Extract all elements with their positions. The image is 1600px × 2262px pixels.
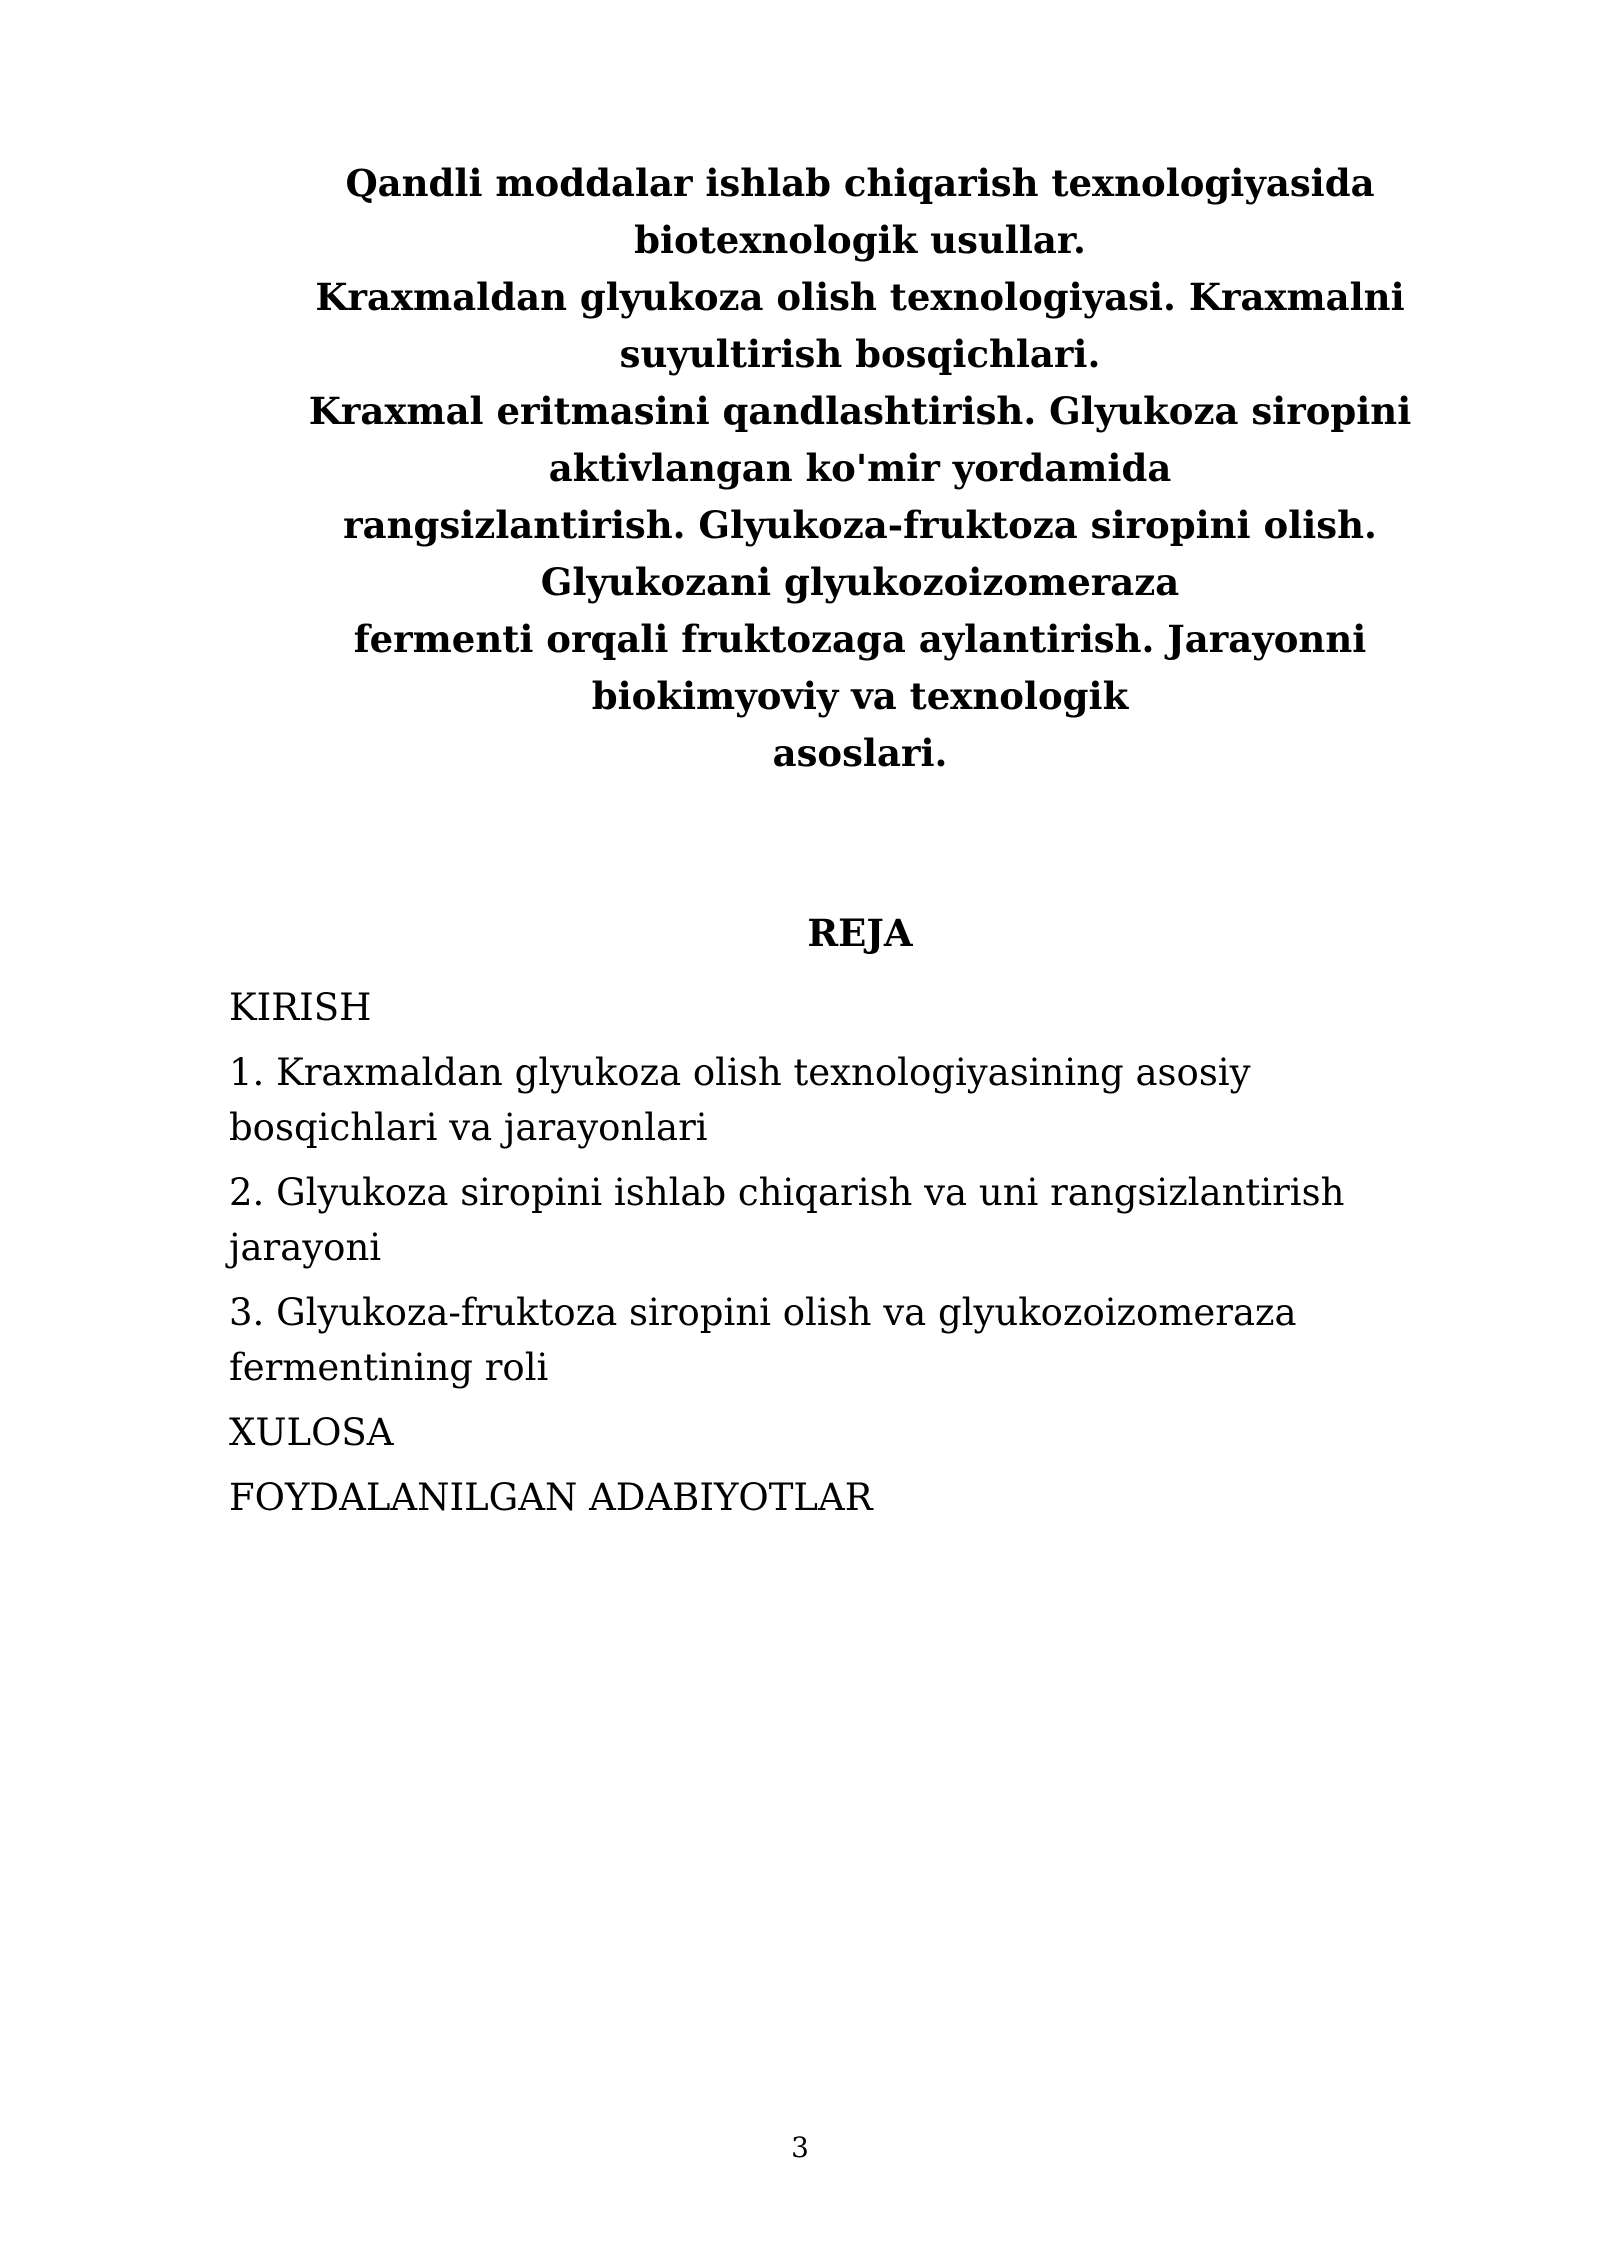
document-title — [260, 155, 1460, 782]
title-line: aktivlangan ko'mir yordamida — [548, 446, 1172, 490]
title-line: Glyukozani glyukozoizomeraza — [540, 560, 1180, 604]
plan-list — [229, 980, 1409, 1535]
plan-heading: REJA — [807, 911, 913, 955]
plan-item-line: 1. Kraxmaldan glyukoza olish texnologiyasining asosiy — [229, 1051, 1251, 1094]
plan-item-1 — [229, 1045, 1409, 1155]
page-number: 3 — [791, 2131, 809, 2164]
plan-item-line: 3. Glyukoza-fruktoza siropini olish va glyukozoizomeraza — [229, 1291, 1297, 1334]
plan-item-line: 2. Glyukoza siropini ishlab chiqarish va uni rangsizlantirish — [229, 1171, 1345, 1214]
plan-item-conclusion — [229, 1405, 1409, 1460]
plan-item-2 — [229, 1165, 1409, 1275]
title-line: biokimyoviy va texnologik — [591, 674, 1129, 718]
title-line: suyultirish bosqichlari. — [619, 332, 1101, 376]
title-line: asoslari. — [772, 731, 948, 775]
title-line: rangsizlantirish. Glyukoza-fruktoza siropini olish. — [343, 503, 1377, 547]
plan-item-line: jarayoni — [229, 1226, 382, 1269]
plan-item-line: XULOSA — [229, 1411, 394, 1454]
plan-item-3 — [229, 1285, 1409, 1395]
plan-item-line: bosqichlari va jarayonlari — [229, 1106, 708, 1149]
title-line: Kraxmaldan glyukoza olish texnologiyasi. Kraxmalni — [315, 275, 1405, 319]
plan-item-line: fermentining roli — [229, 1346, 549, 1389]
title-line: Qandli moddalar ishlab chiqarish texnologiyasida — [345, 161, 1375, 205]
title-line: fermenti orqali fruktozaga aylantirish. Jarayonni — [353, 617, 1367, 661]
plan-item-references — [229, 1470, 1409, 1525]
plan-item-line: KIRISH — [229, 986, 372, 1029]
plan-item-line: FOYDALANILGAN ADABIYOTLAR — [229, 1476, 873, 1519]
plan-item-introduction — [229, 980, 1409, 1035]
title-line: biotexnologik usullar. — [634, 218, 1086, 262]
title-line: Kraxmal eritmasini qandlashtirish. Glyukoza siropini — [308, 389, 1412, 433]
